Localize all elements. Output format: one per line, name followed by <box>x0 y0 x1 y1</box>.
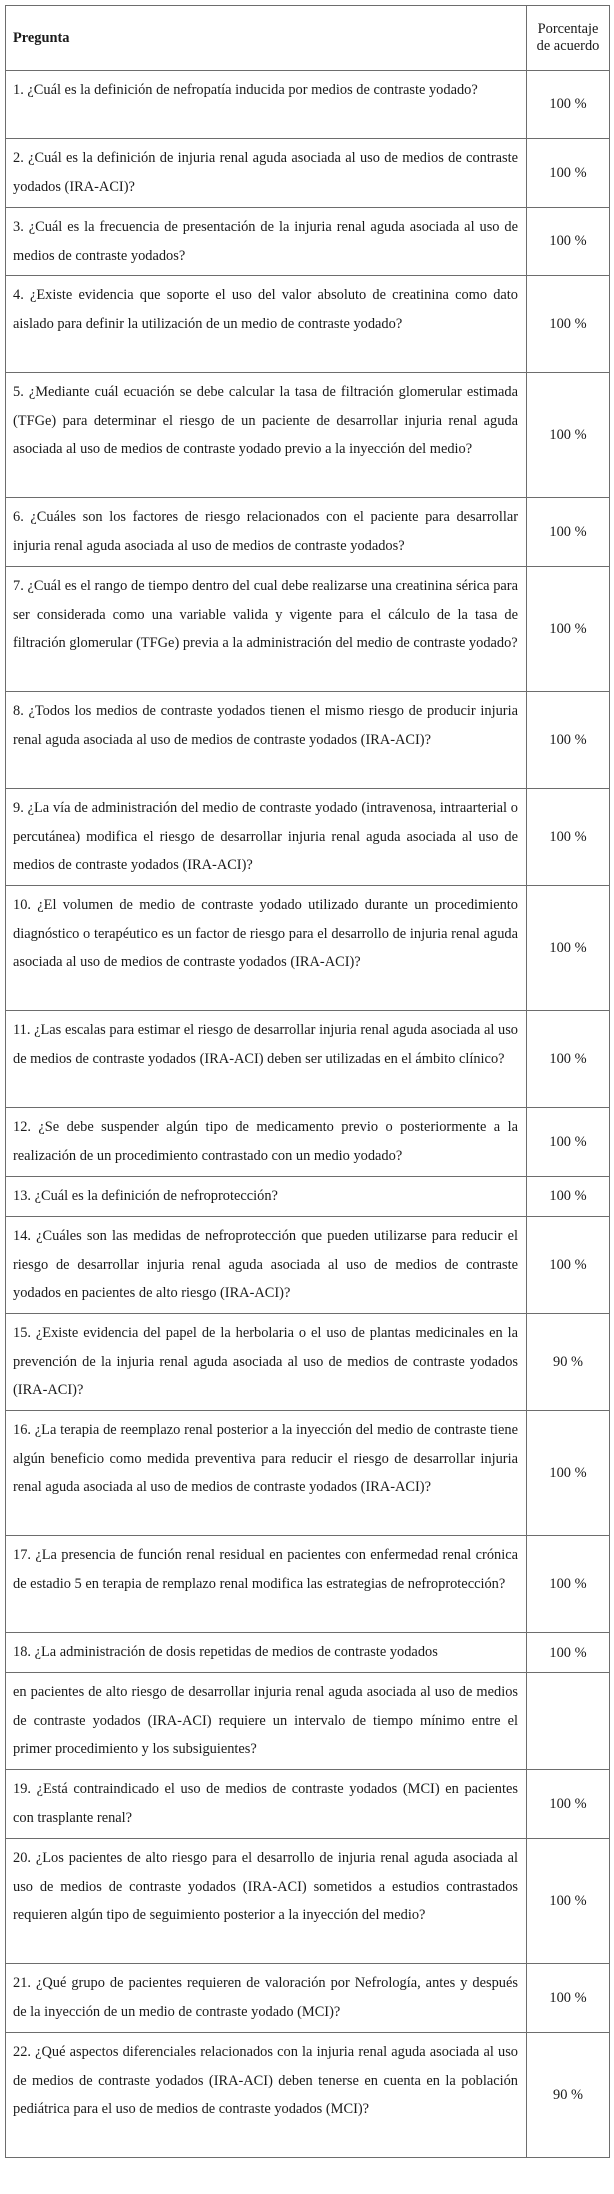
percent-cell: 100 % <box>527 1964 610 2033</box>
question-cell: 20. ¿Los pacientes de alto riesgo para el desarrollo de injuria renal aguda asociada al uso de medios de contraste yodados (IRA-ACI) sometidos a estudios contrastados requieren algún tipo de seguimiento posterior a la inyección del medio? <box>6 1839 527 1964</box>
question-cell: 13. ¿Cuál es la definición de nefroprotección? <box>6 1177 527 1217</box>
percent-cell: 100 % <box>527 276 610 373</box>
question-cell: 16. ¿La terapia de reemplazo renal posterior a la inyección del medio de contraste tiene algún beneficio como medida preventiva para reducir el riesgo de desarrollar injuria renal aguda asociada al uso de medios de contraste yodados (IRA-ACI)? <box>6 1411 527 1536</box>
question-cell: 3. ¿Cuál es la frecuencia de presentación de la injuria renal aguda asociada al uso de medios de contraste yodados? <box>6 208 527 276</box>
percent-cell: 100 % <box>527 373 610 498</box>
question-cell: 7. ¿Cuál es el rango de tiempo dentro del cual debe realizarse una creatinina sérica para ser considerada como una variable valida y vigente para el cálculo de la tasa de filtración glomerular (TFGe) previa a la administración del medio de contraste yodado? <box>6 567 527 692</box>
table-row <box>6 692 610 789</box>
table-row <box>6 208 610 276</box>
percent-cell: 100 % <box>527 1633 610 1673</box>
question-cell: 4. ¿Existe evidencia que soporte el uso del valor absoluto de creatinina como dato aislado para definir la utilización de un medio de contraste yodado? <box>6 276 527 373</box>
table-row <box>6 789 610 886</box>
table-row <box>6 1011 610 1108</box>
question-cell: 8. ¿Todos los medios de contraste yodados tienen el mismo riesgo de producir injuria renal aguda asociada al uso de medios de contraste yodados (IRA-ACI)? <box>6 692 527 789</box>
percent-cell: 90 % <box>527 2033 610 2158</box>
header-percent-line1: Porcentaje <box>537 21 599 37</box>
table-row <box>6 567 610 692</box>
percent-cell: 100 % <box>527 71 610 139</box>
percent-cell: 100 % <box>527 139 610 208</box>
percent-cell: 100 % <box>527 1217 610 1314</box>
question-cell: 9. ¿La vía de administración del medio de contraste yodado (intravenosa, intraarterial o percutánea) modifica el riesgo de desarrollar injuria renal aguda asociada al uso de medios de contraste yodados (IRA-ACI)? <box>6 789 527 886</box>
percent-cell: 100 % <box>527 692 610 789</box>
percent-cell: 90 % <box>527 1314 610 1411</box>
percent-cell: 100 % <box>527 1011 610 1108</box>
question-cell: 22. ¿Qué aspectos diferenciales relacionados con la injuria renal aguda asociada al uso de medios de contraste yodados (IRA-ACI) deben tenerse en cuenta en la población pediátrica para el uso de medios de contraste yodados (MCI)? <box>6 2033 527 2158</box>
table-row <box>6 1217 610 1314</box>
table-row <box>6 276 610 373</box>
percent-cell: 100 % <box>527 1536 610 1633</box>
table-row <box>6 373 610 498</box>
consensus-table <box>5 5 610 2158</box>
question-cell: 14. ¿Cuáles son las medidas de nefroprotección que pueden utilizarse para reducir el riesgo de desarrollar injuria renal aguda asociada al uso de medios de contraste yodados en pacientes de alto riesgo (IRA-ACI)? <box>6 1217 527 1314</box>
table-row <box>6 1314 610 1411</box>
header-question: Pregunta <box>6 6 527 71</box>
header-percent <box>527 6 610 71</box>
header-percent-line2: de acuerdo <box>536 38 600 54</box>
percent-cell: 100 % <box>527 789 610 886</box>
percent-cell <box>527 1673 610 1770</box>
percent-cell: 100 % <box>527 1108 610 1177</box>
question-cell: 1. ¿Cuál es la definición de nefropatía inducida por medios de contraste yodado? <box>6 71 527 139</box>
table-row <box>6 1839 610 1964</box>
table-row <box>6 1673 610 1770</box>
table-row <box>6 139 610 208</box>
question-cell: 12. ¿Se debe suspender algún tipo de medicamento previo o posteriormente a la realización de un procedimiento contrastado con un medio yodado? <box>6 1108 527 1177</box>
table-body <box>6 71 610 2158</box>
percent-cell: 100 % <box>527 498 610 567</box>
table-row <box>6 886 610 1011</box>
question-cell: 6. ¿Cuáles son los factores de riesgo relacionados con el paciente para desarrollar injuria renal aguda asociada al uso de medios de contraste yodados? <box>6 498 527 567</box>
header-row <box>6 6 610 71</box>
percent-cell: 100 % <box>527 1839 610 1964</box>
percent-cell: 100 % <box>527 886 610 1011</box>
percent-cell: 100 % <box>527 1770 610 1839</box>
question-cell: 18. ¿La administración de dosis repetidas de medios de contraste yodados <box>6 1633 527 1673</box>
question-cell: 19. ¿Está contraindicado el uso de medios de contraste yodados (MCI) en pacientes con trasplante renal? <box>6 1770 527 1839</box>
percent-cell: 100 % <box>527 567 610 692</box>
table-row <box>6 1177 610 1217</box>
table-row <box>6 1108 610 1177</box>
question-cell: 11. ¿Las escalas para estimar el riesgo de desarrollar injuria renal aguda asociada al uso de medios de contraste yodados (IRA-ACI) deben ser utilizadas en el ámbito clínico? <box>6 1011 527 1108</box>
question-cell: 2. ¿Cuál es la definición de injuria renal aguda asociada al uso de medios de contraste yodados (IRA-ACI)? <box>6 139 527 208</box>
percent-cell: 100 % <box>527 1177 610 1217</box>
table-row <box>6 498 610 567</box>
question-cell: 17. ¿La presencia de función renal residual en pacientes con enfermedad renal crónica de estadio 5 en terapia de remplazo renal modifica las estrategias de nefroprotección? <box>6 1536 527 1633</box>
question-cell: 21. ¿Qué grupo de pacientes requieren de valoración por Nefrología, antes y después de la inyección de un medio de contraste yodado (MCI)? <box>6 1964 527 2033</box>
table-row <box>6 1536 610 1633</box>
table-row <box>6 2033 610 2158</box>
percent-cell: 100 % <box>527 1411 610 1536</box>
table-row <box>6 1770 610 1839</box>
question-cell: 10. ¿El volumen de medio de contraste yodado utilizado durante un procedimiento diagnóstico o terapéutico es un factor de riesgo para el desarrollo de injuria renal aguda asociada al uso de medios de contraste yodados (IRA-ACI)? <box>6 886 527 1011</box>
table-row <box>6 1633 610 1673</box>
question-cell: 5. ¿Mediante cuál ecuación se debe calcular la tasa de filtración glomerular estimada (TFGe) para determinar el riesgo de un paciente de desarrollar injuria renal aguda asociada al uso de medios de contraste yodado previo a la inyección del medio? <box>6 373 527 498</box>
table-row <box>6 1964 610 2033</box>
question-cell: 15. ¿Existe evidencia del papel de la herbolaria o el uso de plantas medicinales en la prevención de la injuria renal aguda asociada al uso de medios de contraste yodados (IRA-ACI)? <box>6 1314 527 1411</box>
percent-cell: 100 % <box>527 208 610 276</box>
table-row <box>6 71 610 139</box>
table-row <box>6 1411 610 1536</box>
question-cell: en pacientes de alto riesgo de desarrollar injuria renal aguda asociada al uso de medios de contraste yodados (IRA-ACI) requiere un intervalo de tiempo mínimo entre el primer procedimiento y los subsiguientes? <box>6 1673 527 1770</box>
